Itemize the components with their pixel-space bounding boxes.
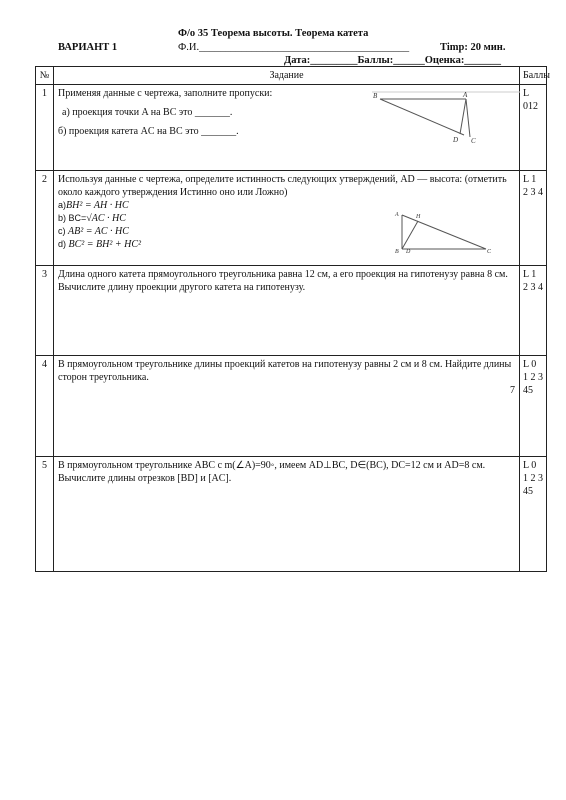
task-item: c) AB² = AC · HC <box>58 226 129 237</box>
vertex-label: B <box>373 92 378 100</box>
vertex-label: D <box>453 136 459 143</box>
row-number: 2 <box>36 171 54 266</box>
table-row <box>36 171 547 266</box>
task-note: 7 <box>510 385 515 396</box>
page-title: Ф/о 35 Теорема высоты. Теорема катета <box>178 28 369 39</box>
date-score-line: Дата:_________Баллы:______Оценка:_______ <box>284 55 502 66</box>
col-header-task: Задание <box>54 67 520 85</box>
task-item: б) проекция катета AC на BC это _______. <box>58 126 239 137</box>
row-number: 3 <box>36 266 54 356</box>
task-cell <box>54 266 520 356</box>
triangle-figure-1 <box>372 89 520 143</box>
vertex-label: B <box>395 249 399 255</box>
table-row <box>36 266 547 356</box>
points-cell: L 1 2 3 4 <box>520 266 547 356</box>
task-item: b) BC=√AC · HC <box>58 213 126 224</box>
row-number: 4 <box>36 356 54 457</box>
vertex-label: A <box>463 91 468 99</box>
task-cell <box>54 85 520 171</box>
task-cell <box>54 171 520 266</box>
task-item: а) проекция точки A на BC это _______. <box>62 107 233 118</box>
task-table <box>35 66 550 572</box>
variant-label: ВАРИАНТ 1 <box>58 42 118 53</box>
table-row <box>36 85 547 171</box>
row-number: 1 <box>36 85 54 171</box>
vertex-label: H <box>416 214 421 220</box>
task-text: В прямоугольном треугольнике ABC с m(∠A)=90◦, имеем AD⊥BC, D∈(BC), DC=12 см и AD=8 см. Вычислите длины отрезков [BD] и [AC]. <box>58 460 486 484</box>
vertex-label: C <box>471 137 476 143</box>
task-cell <box>54 457 520 572</box>
vertex-label: C <box>487 249 492 255</box>
table-row <box>36 356 547 457</box>
task-cell <box>54 356 520 457</box>
table-row <box>36 457 547 572</box>
time-label: Timp: 20 мин. <box>440 42 506 53</box>
task-text: Длина одного катета прямоугольного треугольника равна 12 см, а его проекция на гипотенузу равна 8 см. Вычислите длину проекции другого катета на гипотенузу. <box>58 269 508 293</box>
vertex-label: A <box>395 212 399 218</box>
col-header-points: Баллы <box>520 67 547 85</box>
col-header-number: № <box>36 67 54 85</box>
row-number: 5 <box>36 457 54 572</box>
triangle-figure-2 <box>394 207 494 255</box>
points-cell: L 0 1 2 3 45 <box>520 356 547 457</box>
task-text: Используя данные с чертежа, определите истинность следующих утверждений, AD — высота: (отметить около каждого утверждения Истинно оно или Ложно) <box>58 174 507 198</box>
points-cell: L 012 <box>520 85 547 171</box>
points-cell: L 1 2 3 4 <box>520 171 547 266</box>
task-text: Применяя данные с чертежа, заполните пропуски: <box>58 88 273 99</box>
task-text: В прямоугольном треугольнике длины проекций катетов на гипотенузу равны 2 см и 8 см. Найдите длины сторон треугольника. <box>58 359 512 383</box>
task-item: a)BH² = AH · HC <box>58 200 129 211</box>
vertex-label: D <box>406 249 411 255</box>
name-field[interactable]: Ф.И.________________________________________ <box>178 42 410 53</box>
points-cell: L 0 1 2 3 45 <box>520 457 547 572</box>
task-item: d) BC² = BH² + HC² <box>58 239 142 250</box>
